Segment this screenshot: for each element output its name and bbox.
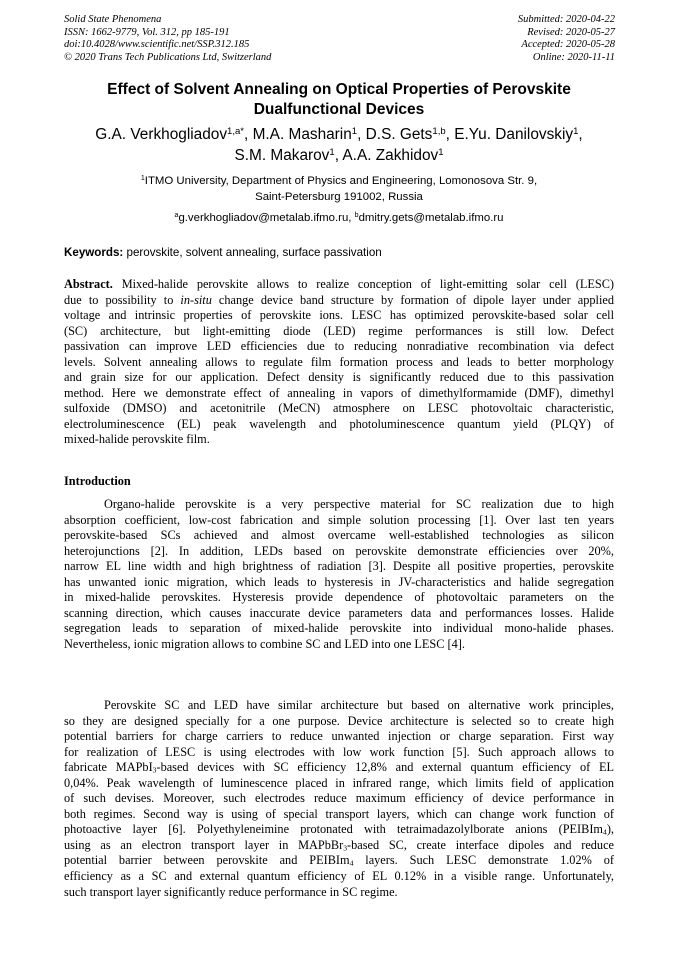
paragraph-line — [64, 853, 614, 869]
paragraph-text: using as an electron transport layer in MAPbBr — [64, 837, 344, 852]
copyright-line: © 2020 Trans Tech Publications Ltd, Switzerland — [64, 51, 272, 63]
paragraph-line: segregation leads to separation of mixed-halide perovskite into individual mono-halide phases. — [64, 621, 614, 636]
email-mark: b — [354, 212, 359, 220]
paragraph-line: perovskite-based SCs achieved and almost overcame well-established technologies as silicon — [64, 528, 614, 543]
journal-name: Solid State Phenomena — [64, 14, 162, 25]
paragraph-line — [64, 822, 614, 838]
author-affil-mark: 1 — [573, 125, 579, 137]
paragraph-line: both regimes. Second way is using of special transport layers, which can change work function of — [64, 806, 614, 821]
paragraph-line: absorption coefficient, low-cost fabrication and simple solution processing [1]. Over last ten years — [64, 512, 614, 527]
abstract-text: change device band structure by formation of dipole layer under applied — [211, 292, 614, 307]
affiliation-line: Saint-Petersburg 191002, Russia — [255, 191, 423, 203]
keywords — [64, 246, 614, 260]
abstract-line: (SC) architecture, but light-emitting diode (LED) regime performances is still low. Defect — [64, 323, 614, 338]
journal-header-left — [64, 14, 271, 64]
author-name: M.A. Masharin — [252, 126, 352, 143]
paragraph-line: has unwanted ionic migration, which leads to hysteresis in JV-characteristics and halide segregation — [64, 574, 614, 589]
paragraph-line: of such devises. Moreover, such electrodes reduce maximum efficiency of device performance in — [64, 791, 614, 806]
author-separator: , — [244, 126, 253, 143]
author-separator: , — [334, 147, 343, 164]
author-name: E.Yu. Danilovskiy — [454, 126, 574, 143]
abstract — [64, 277, 614, 448]
paragraph-line: such transport layer significantly reduce performance in SC regime. — [64, 884, 398, 899]
keywords-text: perovskite, solvent annealing, surface passivation — [123, 246, 382, 259]
paragraph-line: heterojunctions [2]. In addition, LEDs based on perovskite demonstrate efficiencies over 20%, — [64, 543, 614, 558]
online-date: Online: 2020-11-11 — [532, 51, 615, 63]
keywords-label: Keywords: — [64, 246, 124, 259]
paragraph-text: -based devices with SC efficiency 12,8% and external quantum efficiency of EL — [156, 760, 614, 775]
paragraph-text: fabricate MAPbI — [64, 760, 153, 775]
issn-line: ISSN: 1662-9779, Vol. 312, pp 185-191 — [64, 26, 230, 38]
accepted-date: Accepted: 2020-05-28 — [521, 39, 615, 51]
author-affil-mark: 1 — [438, 146, 444, 158]
body-paragraph-1 — [64, 497, 614, 652]
journal-header-right — [518, 14, 615, 64]
abstract-line: and grain size for our application. Defect density is significantly reduced due to this passivation — [64, 370, 614, 385]
affiliation-text: ITMO University, Department of Physics and Engineering, Lomonosova Str. 9, — [144, 175, 538, 187]
author-affil-mark: 1,a* — [227, 125, 245, 137]
paragraph-line: in mixed-halide perovskites. Hysteresis provide dependence of photovoltaic parameters on the — [64, 590, 614, 605]
submitted-date: Submitted: 2020-04-22 — [517, 14, 615, 25]
author-separator: , — [445, 126, 455, 143]
paragraph-line: narrow EL line width and high brightness of radiation [3]. Despite all positive properties, perovskite — [64, 559, 614, 574]
abstract-line: voltage and intrinsic properties of perovskite ions. LESC has optimized perovskite-based solar cell — [64, 308, 614, 323]
author-affil-mark: 1 — [351, 125, 358, 137]
abstract-line — [64, 293, 614, 309]
abstract-line: electroluminescence (EL) peak wavelength and photoluminescence quantum yield (PLQY) of — [64, 416, 614, 431]
paragraph-line: for realization of LESC is using electrodes with low work function [5]. Such approach allows to — [64, 744, 614, 759]
abstract-line — [64, 277, 614, 293]
paragraph-text: photoactive layer [6]. Polyethyleneimine protonated with tetraimadazolylborate anions (PEIBIm — [64, 822, 604, 837]
subscript: 4 — [349, 858, 354, 868]
email-address: dmitry.gets@metalab.ifmo.ru — [358, 212, 504, 224]
author-line — [64, 124, 614, 145]
affiliation-mark: 1 — [140, 175, 145, 183]
paragraph-line: efficiency as a SC and external quantum efficiency of EL 0.12% in a visible range. Unfortunately, — [64, 869, 614, 884]
paragraph-line: Nevertheless, ionic migration allows to combine SC and LED into one LESC [4]. — [64, 636, 465, 651]
subscript: 4 — [603, 827, 607, 837]
doi-line: doi:10.4028/www.scientific.net/SSP.312.185 — [64, 39, 250, 51]
author-affil-mark: 1,b — [432, 125, 446, 137]
author-affil-mark: 1 — [329, 146, 335, 158]
section-heading-introduction: Introduction — [64, 474, 131, 488]
body-paragraph-2 — [64, 698, 614, 900]
email-address: g.verkhogliadov@metalab.ifmo.ru — [178, 212, 349, 224]
revised-date: Revised: 2020-05-27 — [527, 26, 615, 38]
paragraph-line: so they are designed specially for a one purpose. Device architecture is selected so to create high — [64, 713, 614, 728]
abstract-line: sulfoxide (DMSO) and acetonitrile (MeCN) atmosphere on LESC photovoltaic characteristic, — [64, 401, 614, 416]
author-name: A.A. Zakhidov — [342, 147, 439, 164]
paragraph-text: ), — [606, 822, 614, 837]
abstract-text: due to possibility to — [64, 292, 181, 307]
paragraph-line — [64, 760, 614, 776]
subscript: 3 — [343, 843, 347, 853]
abstract-line: method. Here we demonstrate effect of annealing in vapors of dimethylformamide (DMF), dimethyl — [64, 385, 614, 400]
paragraph-text: -based SC, create interface dipoles and reduce — [347, 837, 614, 852]
paragraph-line — [64, 838, 614, 854]
author-separator: , — [357, 126, 366, 143]
abstract-line: levels. Solvent annealing allows to regulate film formation process and leads to better morphology — [64, 354, 614, 369]
email-separator: , — [348, 212, 355, 224]
title-line: Dualfunctional Devices — [253, 101, 425, 118]
paragraph-line: scanning direction, which causes inaccurate device parameters data and performances losses. Halide — [64, 605, 614, 620]
paragraph-line: potential barriers for charge carriers to reduce unwanted injection or charge separation. First way — [64, 729, 614, 744]
paragraph-line: Organo-halide perovskite is a very perspective material for SC realization due to high — [104, 497, 614, 511]
abstract-line: mixed-halide perovskite film. — [64, 432, 210, 447]
abstract-label: Abstract. — [64, 277, 113, 291]
author-name: D.S. Gets — [365, 126, 433, 143]
paragraph-text: layers. Such LESC demonstrate 1.02% of — [353, 853, 614, 868]
author-name: G.A. Verkhogliadov — [95, 126, 228, 143]
author-separator: , — [578, 126, 583, 143]
subscript: 3 — [152, 765, 157, 775]
title-line: Effect of Solvent Annealing on Optical Properties of Perovskite — [107, 81, 571, 98]
abstract-line: passivation can improve LED efficiencies due to reducing nonradiative recombination via defect — [64, 339, 614, 354]
paragraph-text: potential barrier between perovskite and PEIBIm — [64, 853, 350, 868]
author-name: S.M. Makarov — [234, 147, 330, 164]
paragraph-line: 0,04%. Peak wavelength of luminescence placed in infrared range, which limits field of application — [64, 775, 614, 790]
email-line — [64, 211, 614, 225]
author-list — [64, 124, 614, 166]
abstract-italic: in-situ — [180, 292, 212, 307]
paragraph-line: Perovskite SC and LED have similar architecture but based on alternative work principles, — [104, 698, 614, 712]
email-mark: a — [174, 212, 179, 220]
abstract-text: Mixed-halide perovskite allows to realize conception of light-emitting solar cell (LESC) — [112, 277, 614, 291]
affiliation-line — [64, 173, 614, 189]
paper-title — [64, 80, 614, 120]
affiliation — [64, 173, 614, 205]
author-line — [64, 145, 614, 166]
